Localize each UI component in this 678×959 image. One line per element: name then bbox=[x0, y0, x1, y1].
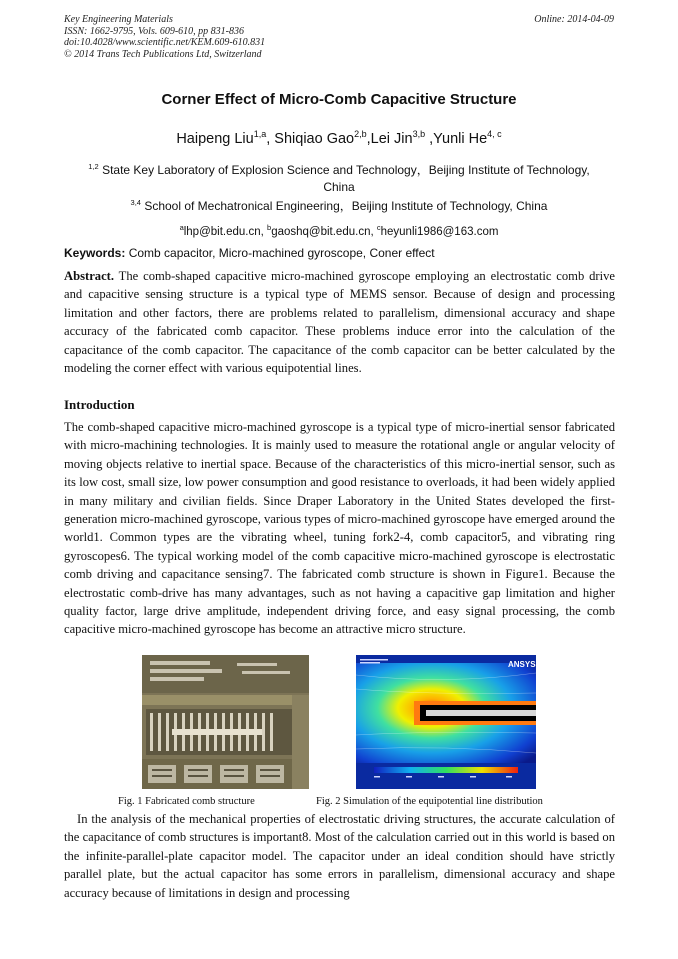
email-line: $^a$lhp@bit.edu.cn, $^b$gaoshq@bit.edu.cn, $^c$heyunli1986@163.com bbox=[179, 223, 499, 238]
copyright-line: © 2014 Trans Tech Publications Ltd, Switzerland bbox=[64, 48, 262, 60]
online-date: Online: 2014-04-09 bbox=[534, 14, 614, 25]
affiliation-2: $^{3,4}$ School of Mechatronical Engineering，Beijing Institute of Technology, China bbox=[130, 198, 548, 213]
keywords bbox=[64, 246, 614, 260]
keywords-text: Comb capacitor, Micro-machined gyroscope, Coner effect bbox=[128, 246, 435, 260]
author-name: Yunli He bbox=[433, 130, 488, 147]
fig1-image bbox=[142, 655, 309, 789]
email-link[interactable]: lhp@bit.edu.cn, bbox=[183, 225, 268, 238]
author-name: Lei Jin bbox=[370, 130, 413, 147]
author-sup: 3,b bbox=[412, 129, 426, 139]
fig2-image bbox=[356, 655, 536, 789]
intro-paragraph-1: The comb-shaped capacitive micro-machined gyroscope is a typical type of micro-inertial sensor fabricated with micro-machining technologies. It is mainly used to measure the rotational angle or angular velocity of moving objects relative to inertial space. Because of the characteristics of this micro-inertial sensor, such as its low cost, small size, low power consumption and good resistance to overloads, it had been widely applied in many military and civilian fields. Since Draper Laboratory in the United States developed the first-generation micro-machined gyroscope, various types of micro-machined gyroscope have emerged around the world1. Common types are the vibrating wheel, tuning fork2-4, comb capacitor5, and vibrating ring gyroscopes6. The typical working model of the comb capacitive micro-machined gyroscope is electrostatic comb driving and capacitance sensing7. The fabricated comb structure is shown in Figure1. Because the electrostatic comb-drive has many advantages, such as not having a capacitive gap limitation and higher quality factor, large drive amplitude, independent driving force, and easy signal processing, the comb capacitive micro-machined gyroscope has become an attractive micro structure. bbox=[64, 420, 615, 637]
journal-name: Key Engineering Materials bbox=[64, 14, 173, 25]
fig1-micrograph bbox=[142, 655, 309, 789]
fig2-simulation bbox=[356, 655, 536, 789]
abstract-label: Abstract. bbox=[64, 269, 115, 283]
email-link[interactable]: heyunli1986@163.com bbox=[380, 225, 499, 238]
fig2-caption: Fig. 2 Simulation of the equipotential line distribution bbox=[316, 796, 543, 807]
author-sup: 1,a bbox=[253, 129, 267, 139]
author-name: Haipeng Liu bbox=[176, 130, 254, 147]
journal-header bbox=[64, 14, 265, 60]
issn-line: ISSN: 1662-9795, Vols. 609-610, pp 831-836 bbox=[64, 25, 244, 37]
intro-paragraph-2: In the analysis of the mechanical properties of electrostatic driving structures, the accurate calculation of the capacitance of comb structures is important8. Most of the calculation carried out in this world is based on the infinite-parallel-plate capacitor model. The capacitor under an ideal condition should have strictly parallel plate, but the actual capacitor has some errors in parallelism, dimensional accuracy and shape accuracy because of limitations in design and processing bbox=[64, 812, 615, 900]
author-list: Haipeng Liu$^{1,a}$, Shiqiao Gao$^{2,b}$,Lei Jin$^{3,b}$ ,Yunli He$^{4, c}$ bbox=[176, 129, 502, 147]
author-sup: 2,b bbox=[354, 129, 367, 139]
abstract-text: The comb-shaped capacitive micro-machined gyroscope employing an electrostatic comb drive and capacitive sensing structure is a typical type of MEMS sensor. Because of design and processing limitation and other factors, there are problems related to parallelism, dimensional accuracy and shape accuracy of the fabricated comb capacitor. These problems induce error into the calculation of the capacitance of the comb capacitor. The capacitance of the comb capacitor can be better calculated by the modeling the corner effect with various equipotential lines. bbox=[64, 269, 616, 376]
email-link[interactable]: gaoshq@bit.edu.cn, bbox=[271, 225, 377, 238]
affiliation-1: $^{1,2}$ State Key Laboratory of Explosion Science and Technology，Beijing Institute of Technology, China bbox=[88, 162, 590, 194]
section-heading: Introduction bbox=[64, 397, 135, 412]
doi-line[interactable]: doi:10.4028/www.scientific.net/KEM.609-610.831 bbox=[64, 37, 266, 48]
author-name: Shiqiao Gao bbox=[274, 130, 355, 147]
ansys-logo: ANSYS bbox=[508, 660, 536, 669]
author-sup: 4, c bbox=[487, 129, 502, 139]
keywords-label: Keywords: bbox=[64, 246, 126, 260]
fig1-caption: Fig. 1 Fabricated comb structure bbox=[118, 796, 255, 807]
abstract bbox=[64, 267, 615, 377]
paper-title: Corner Effect of Micro-Comb Capacitive Structure bbox=[161, 91, 517, 108]
